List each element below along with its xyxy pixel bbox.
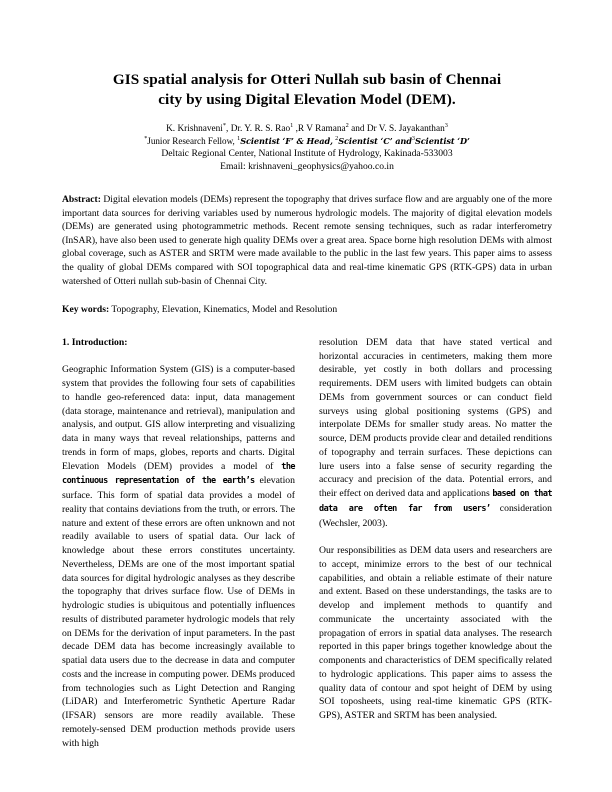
keywords-colon: :	[105, 304, 110, 316]
author-1-mark: *	[222, 121, 227, 129]
left-column-paragraph-1	[62, 363, 295, 750]
email-line: Email: krishnaveni_geophysics@yahoo.co.in	[220, 160, 394, 172]
right-column-paragraph-2: Our responsibilities as DEM data users and researchers are to accept, minimize errors to the best of our technical capabilities, and obtain a reliable estimate of their nature and extent. Based on these understandings, the tasks are to develop and implement methods to quantify and communicate the uncertainty associated with the propagation of errors in spatial data analyses. The research reported in this paper brings together knowledge about the components and characteristics of DEM specifically related to hydrologic applications. This paper aims to assess the quality data of contour and spot height of DEM by using SOI toposheets, using real-time kinematic GPS (RTK-GPS), ASTER and SRTM has been analysied.	[319, 545, 552, 721]
author-list	[62, 123, 552, 135]
right-para1-part1: resolution DEM data that have stated vertical and horizontal accuracies in centimeters, making them more desirable, yet costly in both dollars and processing requirements. DEM users with limited budgets can obtain DEMs from government sources or can conduct field surveys using global positioning systems (GPS) and interpolate DEMs for smaller study areas. No matter the source, DEM products provide clear and detailed renditions of topography and terrain surfaces. These depictions can lure users into a false sense of security regarding the accuracy and precision of the data. Potential errors, and their effect on derived data and applications	[319, 336, 552, 499]
institution-line: Deltaic Regional Center, National Institute of Hydrology, Kakinada-533003	[161, 148, 453, 159]
affiliation-role-3: Scientist ‘D’	[414, 136, 470, 146]
right-para1-emphasis: based on that data are often far from users’	[319, 489, 552, 514]
left-para1-part2: elevation surface. This form of spatial data provides a model of reality that contains deviations from the truth, or errors. The nature and extent of these errors are often unknown and not readily available to users of spatial data. Our lack of knowledge about these errors constitutes uncertainty. Nevertheless, DEMs are one of the most important spatial data sources for digital hydrologic analyses as they describe the topography that drives surface flow. Use of DEMs in hydrologic studies is ubiquitous and potentially influences results of distributed parameter hydrologic models that rely on DEMs for the derivation of input parameters. In the past decade DEM data has become increasingly available to spatial data users due to the decrease in data and computer costs and the increase in computing power. DEMs produced from technologies such as Light Detection and Ranging (LiDAR) and Interferometric Synthetic Aperture Radar (IFSAR) sensors are more readily available. These remotely-sensed DEM production methods provide users with high	[62, 475, 295, 749]
keywords-block	[62, 303, 552, 317]
affiliation-line	[62, 135, 552, 147]
paper-title	[62, 70, 552, 110]
author-4-mark: 3	[444, 121, 448, 129]
author-sep-2: ,R V Ramana	[293, 124, 346, 134]
keywords-body: Topography, Elevation, Kinematics, Model and Resolution	[109, 304, 338, 316]
abstract-colon: :	[97, 194, 101, 205]
title-line-1: GIS spatial analysis for Otteri Nullah sub basin of Chennai	[112, 71, 502, 88]
abstract-block	[62, 193, 552, 288]
affiliation-role-2: Scientist ‘C’ and	[338, 136, 412, 146]
affiliation-mark-star: *	[144, 134, 148, 142]
title-line-2: city by using Digital Elevation Model (DEM).	[158, 91, 456, 108]
affiliation-role-1: Scientist ‘F’ & Head,	[240, 136, 333, 146]
affiliation-role-star: Junior Research Fellow,	[147, 136, 235, 146]
abstract-body: Digital elevation models (DEMs) represent the topography that drives surface flow and are arguably one of the more important data sources for deriving variables used by numerous hydrologic models. The majority of digital elevation models (DEMs) are generated using photogrammetric methods. Recent remote sensing techniques, such as radar interferometry (InSAR), have also been used to generate high quality DEMs over a great area. Space borne high resolution DEMs with almost global coverage, such as ASTER and SRTM were made available to the public in the last few years. This paper aims to assess the quality of global DEMs compared with SOI topographical data and real-time kinematic GPS (RTK-GPS) data in urban watershed of Otteri nullah sub-basin of Chennai City.	[62, 194, 552, 287]
right-column	[319, 336, 552, 751]
affiliation-mark-2: 2	[335, 134, 339, 142]
body-columns	[62, 336, 552, 751]
author-1-name: K. Krishnaveni	[166, 124, 223, 134]
left-para1-part1: Geographic Information System (GIS) is a computer-based system that provides the following four sets of capabilities to handle geo-referenced data: input, data management (data storage, maintenance and retrieval), manipulation and analysis, and output. GIS allow interpreting and visualizing data in many ways that reveal relationships, patterns and trends in form of maps, globes, reports and charts. Digital Elevation Models (DEM) provides a model of	[62, 364, 295, 472]
author-sep-1: , Dr. Y. R. S. Rao	[226, 124, 291, 134]
left-column	[62, 336, 295, 751]
author-3-mark: 2	[345, 121, 349, 129]
author-sep-3: and Dr V. S. Jayakanthan	[348, 124, 445, 134]
abstract-label: Abstract	[62, 194, 98, 205]
affiliation-mark-1: 1	[237, 134, 241, 142]
left-para1-emphasis: the continuous representation of the earth’s	[62, 461, 295, 487]
author-2-mark: 1	[290, 121, 294, 129]
keywords-label: Key words	[62, 304, 106, 316]
right-column-paragraph-1	[319, 336, 552, 531]
page-content	[62, 0, 552, 750]
section-heading-introduction: 1. Introduction:	[62, 336, 128, 348]
right-para1-part2: consideration (Wechsler, 2003).	[319, 502, 552, 529]
affiliation-mark-3: 3	[411, 134, 415, 142]
